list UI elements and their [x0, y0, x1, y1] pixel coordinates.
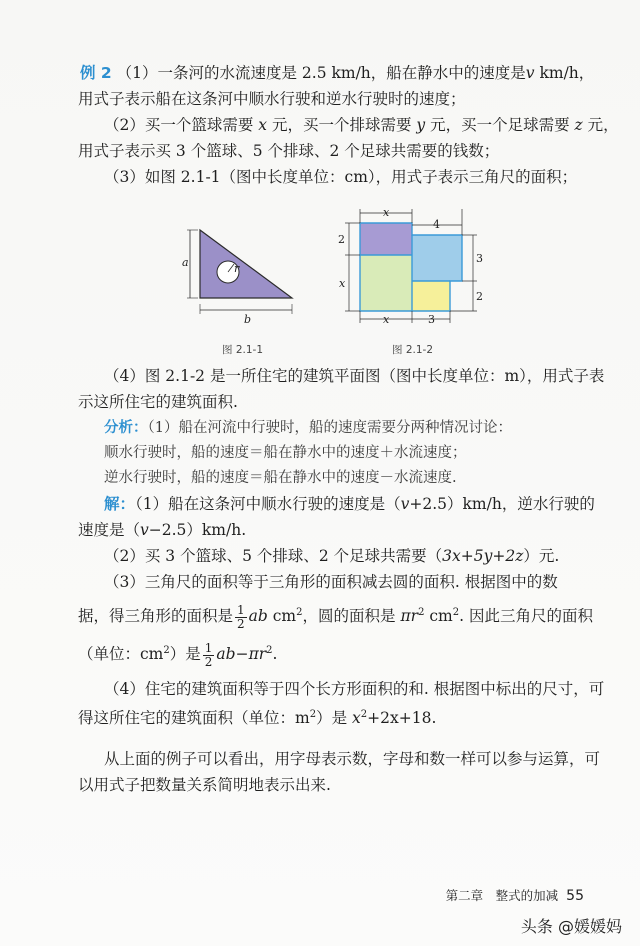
label-a: a	[182, 256, 189, 269]
example-line-5: （3）如图 2.1-1（图中长度单位：cm），用式子表示三角尺的面积；	[104, 168, 578, 186]
example-line-4: 用式子表示买 3 个篮球、5 个排球、2 个足球共需要的钱数；	[78, 142, 500, 160]
label-bottom-x: x	[383, 313, 390, 326]
example-line-6: （4）图 2.1-2 是一所住宅的建筑平面图（图中长度单位：m），用式子表	[104, 367, 605, 385]
triangle-shape	[200, 230, 292, 298]
conclusion-line-1: 从上面的例子可以看出，用字母表示数，字母和数一样可以参与运算，可	[104, 750, 601, 768]
caption-fig1: 图 2.1-1	[222, 344, 264, 356]
example-line-2: 用式子表示船在这条河中顺水行驶和逆水行驶时的速度；	[78, 90, 466, 108]
label-left-2: 2	[338, 233, 345, 246]
room-yellow	[412, 281, 450, 311]
solution-line-3: （2）买 3 个篮球、5 个排球、2 个足球共需要（3x+5y+2z）元.	[104, 547, 560, 565]
example-line-1: 例 2 （1）一条河的水流速度是 2.5 km/h，船在静水中的速度是v km/h，	[80, 64, 595, 82]
fraction-half-2: $\frac{1}{2}$	[204, 640, 213, 669]
label-left-x: x	[339, 277, 346, 290]
label-right-2: 2	[476, 290, 483, 303]
analysis-line-1: 分析：（1）船在河流中行驶时，船的速度需要分两种情况讨论：	[104, 420, 512, 436]
solution-line-4: （3）三角尺的面积等于三角形的面积减去圆的面积. 根据图中的数	[104, 573, 558, 591]
example-line-3: （2）买一个篮球需要 x 元，买一个排球需要 y 元，买一个足球需要 z 元，	[104, 116, 619, 134]
label-r: r	[234, 262, 240, 275]
caption-fig2: 图 2.1-2	[392, 344, 434, 356]
example-label: 例 2	[80, 64, 112, 82]
label-right-3: 3	[476, 252, 483, 265]
analysis-line-2: 顺水行驶时，船的速度＝船在静水中的速度＋水流速度；	[104, 445, 467, 461]
label-top-x: x	[383, 206, 390, 219]
solution-line-6: （单位：$cm^2$）是 $\frac{1}{2}$ $ab-\pi r^2$.	[78, 640, 278, 669]
solution-line-1: 解：（1）船在这条河中顺水行驶的速度是（v+2.5）km/h，逆水行驶的	[104, 495, 595, 513]
solution-line-7: （4）住宅的建筑面积等于四个长方形面积的和. 根据图中标出的尺寸，可	[104, 680, 605, 698]
solution-line-5: 据，得三角形的面积是 $\frac{1}{2}$ ab $cm^2$，圆的面积是 $\pi r^2$ $cm^2$. 因此三角尺的面积	[78, 602, 593, 631]
figure-triangle-ruler	[180, 220, 310, 330]
solution-line-2: 速度是（v−2.5）km/h.	[78, 521, 247, 539]
room-blue	[412, 235, 462, 281]
solution-line-8: 得这所住宅的建筑面积（单位：$m^2$）是 $x^2+2x+18$.	[78, 709, 437, 727]
page-footer	[446, 886, 584, 904]
chapter-title: 第二章 整式的加减	[445, 888, 559, 903]
label-bottom-3: 3	[428, 313, 435, 326]
fraction-half: $\frac{1}{2}$	[237, 602, 245, 631]
analysis-line-3: 逆水行驶时，船的速度＝船在静水中的速度－水流速度.	[104, 470, 457, 486]
watermark: 头条 @媛媛妈	[520, 917, 622, 936]
label-b: b	[244, 313, 252, 326]
analysis-label: 分析：	[104, 420, 148, 436]
example-line-7: 示这所住宅的建筑面积.	[78, 393, 238, 411]
figure-floor-plan	[335, 205, 495, 335]
conclusion-line-2: 以用式子把数量关系简明地表示出来.	[78, 776, 331, 794]
solution-label: 解：	[104, 495, 136, 513]
page-number: 55	[566, 888, 584, 904]
label-top-4: 4	[433, 218, 440, 231]
room-green	[360, 255, 412, 311]
room-purple	[360, 223, 412, 255]
